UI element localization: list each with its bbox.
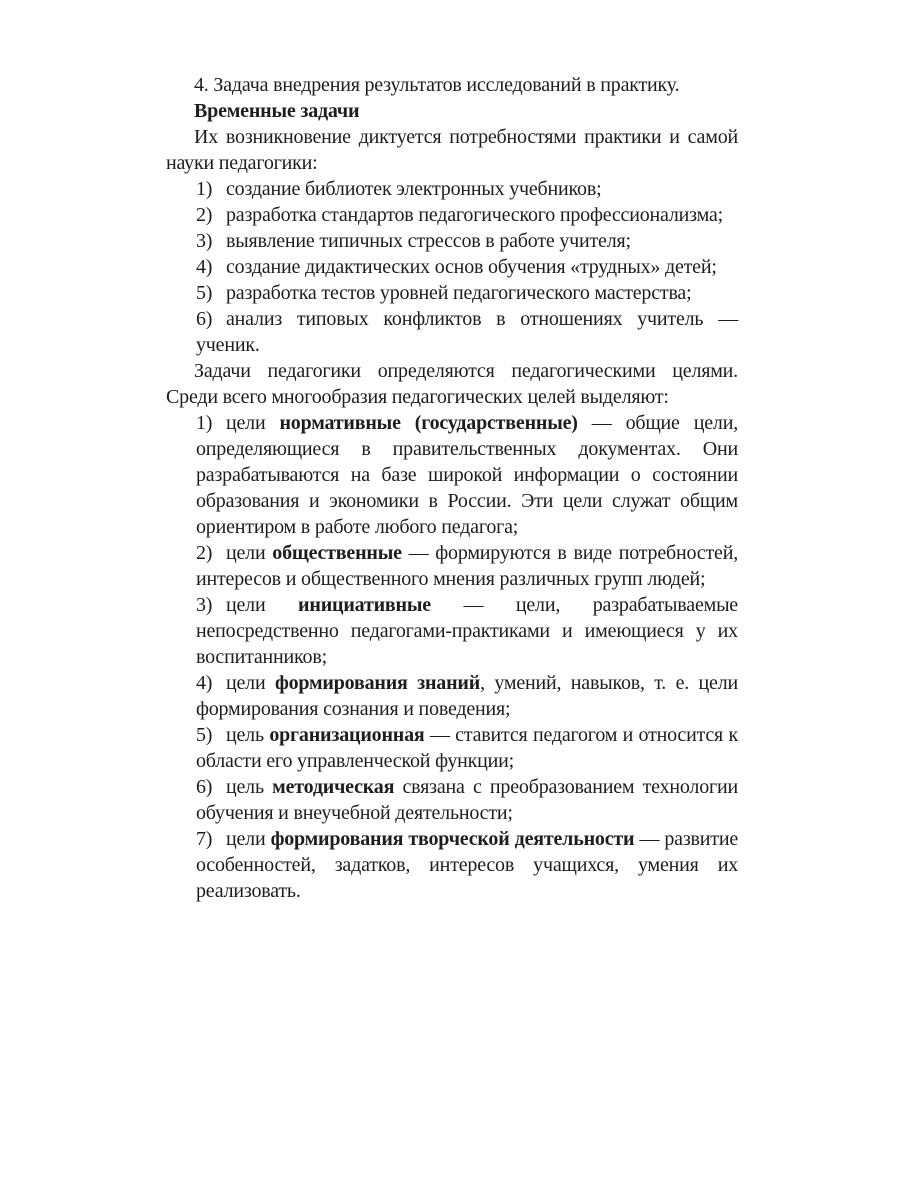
- list-item: [166, 722, 738, 774]
- list-item: [166, 410, 738, 540]
- text-segment: цель: [226, 776, 273, 798]
- text-segment: — ставится педагогом и относится к области его управленческой функции;: [196, 724, 738, 772]
- list-number: 3): [196, 230, 213, 252]
- bold-text: организационная: [269, 724, 425, 746]
- bold-text: формирования творческой деятельности: [270, 828, 635, 850]
- text-segment: создание дидактических основ обучения «трудных» детей;: [226, 256, 717, 278]
- bold-text: Временные задачи: [194, 100, 360, 122]
- list-item: [166, 826, 738, 904]
- list-item: [166, 280, 738, 306]
- list-item: [166, 774, 738, 826]
- bold-text: общественные: [272, 542, 402, 564]
- list-item: [166, 202, 738, 228]
- text-segment: — цели, разрабатываемые непосредственно педагогами-практиками и имеющиеся у их воспитанников;: [196, 594, 738, 668]
- list-number: 6): [196, 308, 213, 330]
- list-number: 5): [196, 724, 213, 746]
- list-item: [166, 254, 738, 280]
- list-item: [166, 228, 738, 254]
- text-segment: 4. Задача внедрения результатов исследований в практику.: [194, 74, 680, 96]
- list-number: 5): [196, 282, 213, 304]
- paragraph: [166, 124, 738, 176]
- list-number: 4): [196, 256, 213, 278]
- text-segment: связана с преобразованием технологии обучения и внеучебной деятельности;: [196, 776, 739, 824]
- list-number: 2): [196, 542, 213, 564]
- text-segment: — формируются в виде потребностей, интересов и общественного мнения различных групп людей;: [196, 542, 738, 590]
- bold-text: инициативные: [298, 594, 431, 616]
- text-segment: выявление типичных стрессов в работе учителя;: [226, 230, 631, 252]
- text-segment: цель: [226, 724, 270, 746]
- list-number: 2): [196, 204, 213, 226]
- text-segment: цели: [226, 828, 271, 850]
- list-number: 3): [196, 594, 213, 616]
- list-number: 7): [196, 828, 213, 850]
- list-item: [166, 592, 738, 670]
- bold-text: нормативные (государственные): [279, 412, 578, 434]
- text-segment: , умений, навыков, т. е. цели формирования сознания и поведения;: [196, 672, 739, 720]
- paragraph: [166, 72, 738, 98]
- text-segment: разработка тестов уровней педагогического мастерства;: [226, 282, 692, 304]
- list-item: [166, 670, 738, 722]
- text-segment: цели: [226, 412, 280, 434]
- text-segment: Задачи педагогики определяются педагогическими целями. Среди всего многообразия педагогических целей выделяют:: [166, 360, 738, 408]
- text-segment: цели: [226, 542, 273, 564]
- list-item: [166, 540, 738, 592]
- paragraph: [166, 358, 738, 410]
- heading: [166, 98, 738, 124]
- list-item: [166, 306, 738, 358]
- text-segment: цели: [226, 672, 275, 694]
- text-segment: — развитие особенностей, задатков, интересов учащихся, умения их реализовать.: [196, 828, 739, 902]
- list-item: [166, 176, 738, 202]
- text-segment: — общие цели, определяющиеся в правительственных документах. Они разрабатываются на базе широкой информации о состоянии образования и экономики в России. Эти цели служат общим ориентиром в работе любого педагога;: [196, 412, 738, 538]
- list-number: 1): [196, 412, 213, 434]
- text-content: [166, 72, 738, 904]
- bold-text: методическая: [272, 776, 395, 798]
- text-segment: анализ типовых конфликтов в отношениях учитель — ученик.: [196, 308, 738, 356]
- list-number: 4): [196, 672, 213, 694]
- list-number: 1): [196, 178, 213, 200]
- text-segment: создание библиотек электронных учебников;: [226, 178, 602, 200]
- text-segment: Их возникновение диктуется потребностями практики и самой науки педагогики:: [166, 126, 738, 174]
- text-segment: разработка стандартов педагогического профессионализма;: [226, 204, 723, 226]
- bold-text: формирования знаний: [274, 672, 481, 694]
- list-number: 6): [196, 776, 213, 798]
- text-segment: цели: [226, 594, 299, 616]
